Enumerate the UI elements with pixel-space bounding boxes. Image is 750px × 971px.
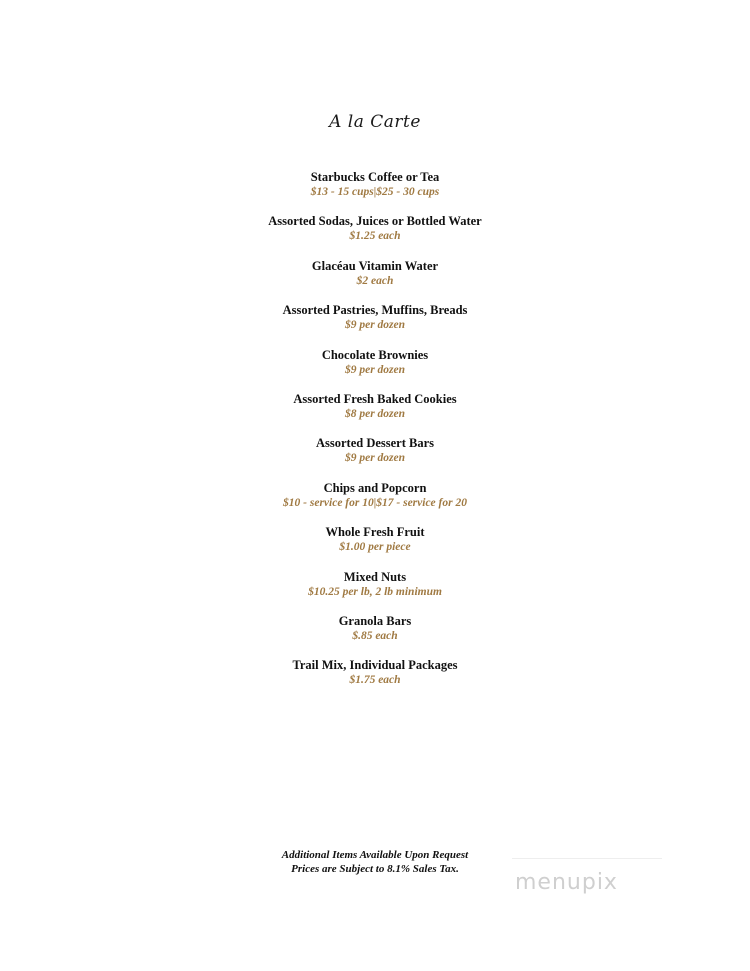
item-price: $9 per dozen — [344, 452, 406, 465]
item-name: Assorted Sodas, Juices or Bottled Water — [268, 214, 482, 229]
item-price: $13 - 15 cups|$25 - 30 cups — [310, 186, 440, 198]
item-price: $9 per dozen — [344, 363, 406, 376]
menu-item — [0, 614, 750, 658]
item-price: $10.25 per lb, 2 lb minimum — [308, 585, 442, 598]
menu-item — [0, 348, 750, 392]
watermark-logo: menupix — [515, 870, 618, 895]
menu-list — [0, 170, 750, 703]
item-name: Assorted Fresh Baked Cookies — [293, 391, 457, 406]
item-name: Whole Fresh Fruit — [325, 525, 425, 540]
menu-item — [0, 170, 750, 214]
watermark-divider — [512, 858, 662, 859]
page-title: A la Carte — [329, 112, 421, 132]
item-name: Glacéau Vitamin Water — [311, 258, 439, 273]
menu-item — [0, 570, 750, 614]
item-name: Granola Bars — [338, 613, 412, 628]
menu-item — [0, 303, 750, 347]
item-price: $1.25 each — [349, 230, 401, 243]
footer-line-1: Additional Items Available Upon Request — [281, 849, 469, 861]
item-name: Assorted Pastries, Muffins, Breads — [282, 303, 468, 318]
footer-line-2: Prices are Subject to 8.1% Sales Tax. — [291, 863, 459, 875]
item-price: $.85 each — [352, 629, 398, 642]
menu-item — [0, 525, 750, 569]
item-name: Chocolate Brownies — [321, 347, 429, 362]
item-price: $9 per dozen — [344, 319, 406, 332]
item-name: Trail Mix, Individual Packages — [292, 658, 458, 673]
item-price: $10 - service for 10|$17 - service for 20 — [283, 496, 467, 509]
menu-item — [0, 392, 750, 436]
menu-item — [0, 658, 750, 702]
item-price: $2 each — [356, 274, 394, 287]
item-price: $1.75 each — [349, 674, 401, 687]
item-name: Mixed Nuts — [343, 569, 407, 584]
item-price: $1.00 per piece — [339, 541, 411, 554]
menu-item — [0, 436, 750, 480]
item-name: Starbucks Coffee or Tea — [310, 170, 440, 184]
menu-item — [0, 214, 750, 258]
menu-item — [0, 481, 750, 525]
item-price: $8 per dozen — [344, 407, 406, 420]
item-name: Chips and Popcorn — [323, 480, 427, 495]
footer-note — [0, 848, 750, 876]
menu-item — [0, 259, 750, 303]
item-name: Assorted Dessert Bars — [315, 436, 435, 451]
